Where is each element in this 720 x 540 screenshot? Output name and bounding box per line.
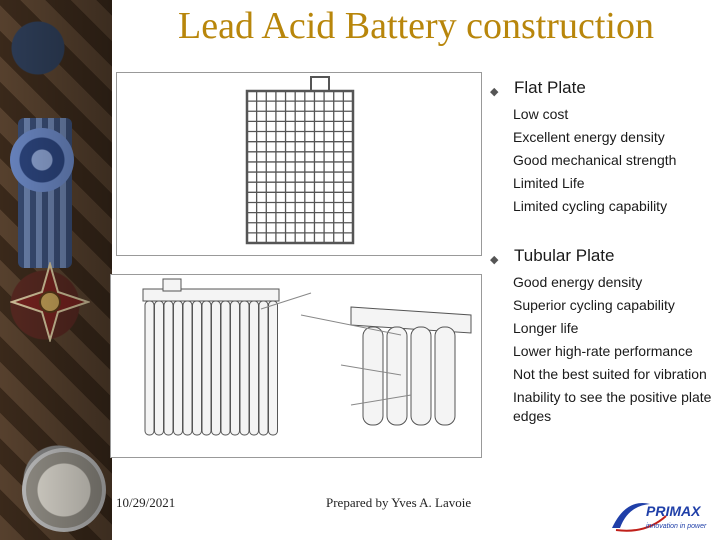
list-item: Limited Life [513,175,585,191]
tubular-plate-list [486,273,720,426]
tubular-plate-figure [110,274,482,458]
list-item: Superior cycling capability [513,297,675,313]
flat-plate-figure [116,72,482,256]
list-item: Not the best suited for vibration [513,366,707,382]
diamond-bullet-icon: ◆ [490,254,499,266]
slide-title: Lead Acid Battery construction [178,5,654,47]
diamond-bullet-icon: ◆ [490,86,499,98]
list-item: Longer life [513,320,579,336]
tubular-plate-section [486,245,720,430]
list-item: Limited cycling capability [513,198,668,214]
list-item: Lower high-rate performance [513,343,693,359]
flat-plate-section [486,77,720,220]
tubular-plate-heading: Tubular Plate [514,246,615,265]
flat-plate-heading: Flat Plate [514,78,586,97]
list-item: Inability to see the positive plate edges [513,389,712,424]
list-item: Good mechanical strength [513,152,677,168]
tubular-plate-drawing [111,275,481,457]
section-heading [486,77,720,99]
logo-brand: PRIMAX [646,503,701,519]
flat-plate-list [486,105,720,216]
footer-author: Prepared by Yves A. Lavoie [326,495,472,510]
flat-plate-drawing [117,73,481,255]
strip-shade [0,0,112,540]
list-item: Excellent energy density [513,129,665,145]
list-item: Good energy density [513,274,643,290]
footer-date: 10/29/2021 [116,495,176,510]
list-item: Low cost [513,106,569,122]
primax-logo [606,494,718,538]
logo-tagline: innovation in power [646,523,707,530]
section-heading [486,245,720,267]
